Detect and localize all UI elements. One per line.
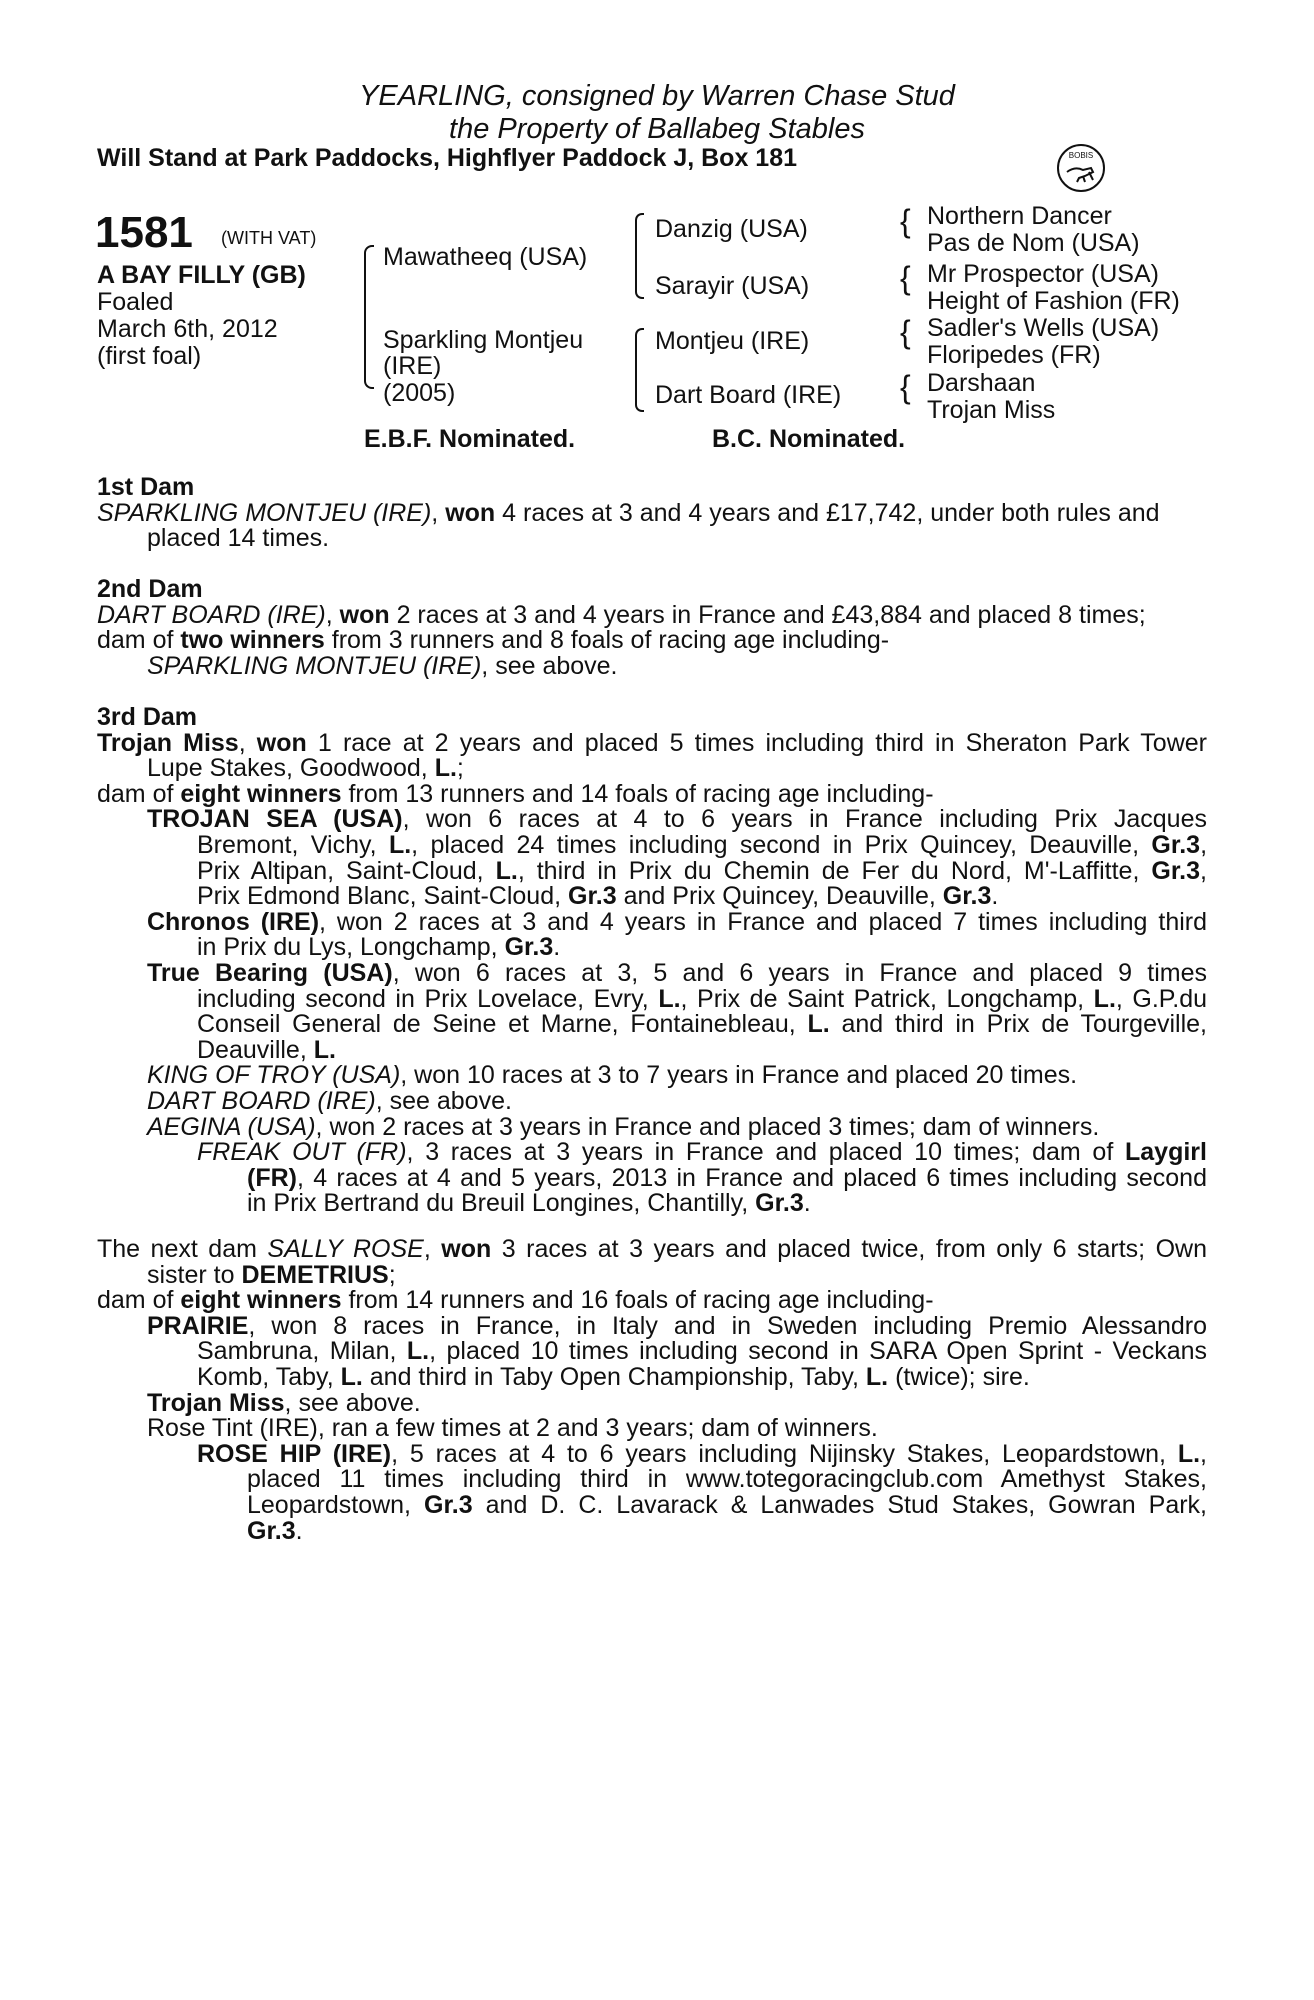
foaled-label: Foaled bbox=[97, 288, 174, 316]
dam-line-2: (IRE) bbox=[383, 352, 442, 380]
header-line-1: YEARLING, consigned by Warren Chase Stud bbox=[359, 80, 955, 112]
ebf-nominated: E.B.F. Nominated. bbox=[364, 425, 576, 453]
progeny-chronos: Chronos (IRE), won 2 races at 3 and 4 years in France and placed 7 times including third bbox=[147, 907, 1208, 936]
dsd: Floripedes (FR) bbox=[927, 341, 1101, 369]
pedigree-brace-2a bbox=[635, 213, 644, 299]
next-dam-section: The next dam SALLY ROSE, won 3 races at 3 years and placed twice, from only 6 starts; Own sister to DEMETRIUS; dam of eight winners from 14 runners and 16 foals of racing age including- PRAIRIE, won 8 races in France, in Italy and in Sweden including Premio Alessandro Sambruna, Milan, L., placed 10 times including second in SARA Open Sprint - Veckans Komb, Taby, L. and third in Taby Open Championship, Taby, L. (twice); sire. Trojan Miss, see above. Rose Tint (IRE), ran a few times at 2 and 3 years; dam of winners. ROSE HIP (IRE), 5 races at 4 to 6 years including Nijinsky Stakes, Leopardstown, L., placed 11 times including third in www.totegoracingclub.com Amethyst Stakes, Leopardstown, Gr.3 and D. C. Lavarack & Lanwades Stud Stakes, Gowran Park, Gr.3. bbox=[97, 1235, 1208, 1545]
lot-number: 1581 bbox=[95, 208, 193, 257]
progeny-trojan-miss: Trojan Miss, see above. bbox=[147, 1388, 421, 1417]
dam-dam: Dart Board (IRE) bbox=[655, 381, 842, 409]
progeny-rose-tint: Rose Tint (IRE), ran a few times at 2 and 3 years; dam of winners. bbox=[147, 1414, 878, 1443]
ddd: Trojan Miss bbox=[927, 396, 1056, 424]
brace-3a: { bbox=[900, 203, 911, 239]
ssd: Pas de Nom (USA) bbox=[927, 229, 1140, 257]
first-dam-heading: 1st Dam bbox=[97, 473, 195, 501]
pedigree-brace-1 bbox=[364, 245, 374, 389]
brace-3b: { bbox=[900, 260, 911, 296]
vat-label: (WITH VAT) bbox=[221, 228, 317, 248]
brace-3c: { bbox=[900, 314, 911, 350]
third-dam-heading: 3rd Dam bbox=[97, 703, 198, 731]
bobis-logo bbox=[1055, 142, 1107, 194]
brace-3d: { bbox=[900, 369, 911, 405]
progeny-aegina: AEGINA (USA), won 2 races at 3 years in France and placed 3 times; dam of winners. bbox=[147, 1112, 1100, 1141]
progeny-true-bearing: True Bearing (USA), won 6 races at 3, 5 and 6 years in France and placed 9 times bbox=[147, 958, 1207, 987]
dds: Darshaan bbox=[927, 369, 1036, 397]
svg-text:BOBIS: BOBIS bbox=[1068, 151, 1094, 160]
header-line-2: the Property of Ballabeg Stables bbox=[449, 113, 865, 145]
sire: Mawatheeq (USA) bbox=[383, 243, 588, 271]
grandprogeny-rose-hip: ROSE HIP (IRE), 5 races at 4 to 6 years including Nijinsky Stakes, Leopardstown, L., bbox=[197, 1439, 1207, 1468]
second-dam-section: 2nd Dam DART BOARD (IRE), won 2 races at 3 and 4 years in France and £43,884 and placed 8 times; dam of two winners from 3 runners and 8 foals of racing age including- SPARKLING MONTJEU (IRE), see above. bbox=[97, 577, 1207, 679]
dss: Sadler's Wells (USA) bbox=[927, 314, 1160, 342]
second-dam-heading: 2nd Dam bbox=[97, 575, 203, 603]
first-foal-note: (first foal) bbox=[97, 342, 202, 370]
progeny-dart-board: DART BOARD (IRE), see above. bbox=[147, 1086, 512, 1115]
sire-sire: Danzig (USA) bbox=[655, 215, 808, 243]
sds: Mr Prospector (USA) bbox=[927, 260, 1159, 288]
dam-sire: Montjeu (IRE) bbox=[655, 327, 810, 355]
first-dam-line: SPARKLING MONTJEU (IRE), won 4 races at 3 and 4 years and £17,742, under both rules and bbox=[97, 498, 1160, 527]
sss: Northern Dancer bbox=[927, 202, 1112, 230]
pedigree-brace-2b bbox=[635, 328, 644, 412]
sire-dam: Sarayir (USA) bbox=[655, 272, 810, 300]
progeny-trojan-sea: TROJAN SEA (USA), won 6 races at 4 to 6 years in France including Prix Jacques bbox=[147, 805, 1207, 834]
sdd: Height of Fashion (FR) bbox=[927, 287, 1180, 315]
bc-nominated: B.C. Nominated. bbox=[712, 425, 906, 453]
lot-name: A BAY FILLY (GB) bbox=[97, 261, 306, 289]
progeny-prairie: PRAIRIE, won 8 races in France, in Italy and in Sweden including Premio Alessandro bbox=[147, 1311, 1207, 1340]
header-line-3: Will Stand at Park Paddocks, Highflyer Paddock J, Box 181 bbox=[97, 144, 797, 172]
progeny-king-of-troy: KING OF TROY (USA), won 10 races at 3 to 7 years in France and placed 20 times. bbox=[147, 1061, 1078, 1090]
dam-line-3: (2005) bbox=[383, 379, 456, 407]
first-dam-section: 1st Dam SPARKLING MONTJEU (IRE), won 4 races at 3 and 4 years and £17,742, under both rules and placed 14 times. bbox=[97, 475, 1207, 552]
grandprogeny-freak-out: FREAK OUT (FR), 3 races at 3 years in France and placed 10 times; dam of Laygirl bbox=[197, 1138, 1207, 1167]
third-dam-section: 3rd Dam Trojan Miss, won 1 race at 2 years and placed 5 times including third in Sheraton Park Tower Lupe Stakes, Goodwood, L.; dam of eight winners from 13 runners and 14 foals of racing age including- TROJAN SEA (USA), won 6 races at 4 to 6 years in France including Prix Jacques Bremont, Vichy, L., placed 24 times including second in Prix Quincey, Deauville, Gr.3, Prix Altipan, Saint-Cloud, L., third in Prix du Chemin de Fer du Nord, M'-Laffitte, Gr.3, Prix Edmond Blanc, Saint-Cloud, Gr.3 and Prix Quincey, Deauville, Gr.3. Chronos (IRE), won 2 races at 3 and 4 years in France and placed 7 times including third in Prix du Lys, Longchamp, Gr.3. True Bearing (USA), won 6 races at 3, 5 and 6 years in France and placed 9 times including second in Prix Lovelace, Evry, L., Prix de Saint Patrick, Longchamp, L., G.P.du Conseil General de Seine et Marne, Fontainebleau, L. and third in Prix de Tourgeville, Deauville, L. KING OF TROY (USA), won 10 races at 3 to 7 years in France and placed 20 times. DART BOARD (IRE), see above. AEGINA (USA), won 2 races at 3 years in France and placed 3 times; dam of winners. FREAK OUT (FR), 3 races at 3 years in France and placed 10 times; dam of Laygirl (FR), 4 races at 4 and 5 years, 2013 in France and placed 6 times including second in Prix Bertrand du Breuil Longines, Chantilly, Gr.3. bbox=[97, 703, 1208, 1218]
foaled-date: March 6th, 2012 bbox=[97, 315, 278, 343]
dam-line-1: Sparkling Montjeu bbox=[383, 326, 584, 354]
